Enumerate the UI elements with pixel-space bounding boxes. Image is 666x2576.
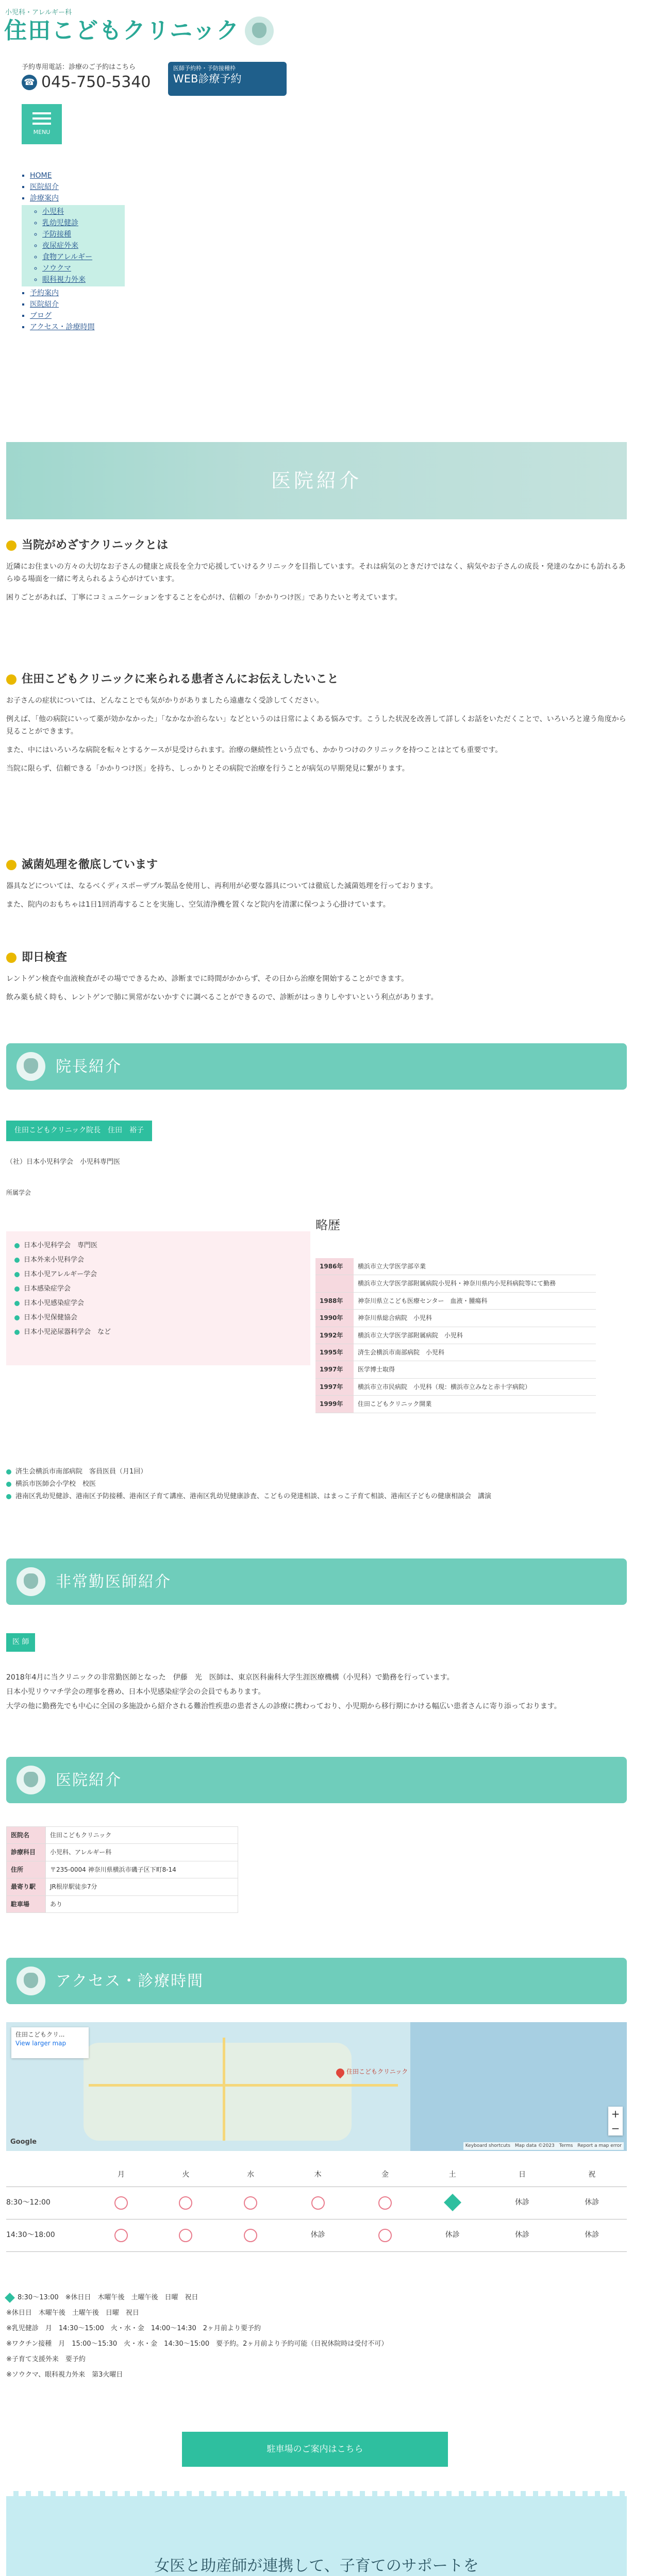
nav-sub-item[interactable]: ◦ 眼科視力外来	[42, 274, 125, 285]
open-circle-icon	[114, 2196, 128, 2210]
open-circle-icon	[378, 2196, 392, 2210]
nav-sub-item[interactable]: ◦ 予防接種	[42, 229, 125, 240]
closed-cell: 休診	[487, 2219, 557, 2251]
message-paragraph: お子さんの症状については、どんなことでも気がかりがありましたら遠慮なく受診してください。	[6, 697, 324, 705]
day-header: 水	[218, 2164, 283, 2187]
diamond-icon	[5, 2293, 15, 2303]
assoc-item: 日本感染症学会	[14, 1282, 302, 1296]
bullet-icon	[6, 1469, 11, 1475]
test-paragraph: レントゲン検査や血液検査がその場でできるため、診断までに時間がかからず、その日から治療を開始することができます。	[6, 975, 409, 984]
test-section	[6, 948, 627, 1004]
extra-item: 横浜市医師会小学校 校医	[6, 1478, 627, 1490]
schedule-row	[6, 2219, 627, 2251]
info-row: 医院名 住田こどもクリニック	[7, 1827, 238, 1844]
schedule-note: ※ワクチン接種 月 15:00〜15:30 火・水・金 14:30〜15:00 要予約。2ヶ月前より予約可能（日祝休院時は受付不可）	[6, 2340, 388, 2348]
message-section	[6, 670, 627, 775]
director-title-line: （社）日本小児科学会 小児科専門医	[6, 1158, 121, 1166]
heading-dot-icon	[6, 953, 16, 963]
open-circle-icon	[179, 2229, 192, 2242]
schedule-row	[6, 2187, 627, 2219]
director-name-tag: 住田こどもクリニック院長 住田 裕子	[6, 1121, 152, 1141]
bullet-icon	[14, 1272, 20, 1277]
history-row: 1988年 神奈川県立こども医療センター 血液・腫瘍科	[315, 1292, 596, 1309]
test-paragraph: 飲み薬も続く時も、レントゲンで肺に異常がないかすぐに調べることができるので、診断がはっきりしやすいという利点があります。	[6, 993, 438, 1002]
band-title: 医院紹介	[56, 1771, 122, 1789]
section-heading: 当院がめざすクリニックとは	[22, 539, 169, 552]
history-row: 1992年 横浜市立大学医学部附属病院 小児科	[315, 1327, 596, 1344]
nav-item-services[interactable]: ▪ 診療案内	[30, 193, 125, 204]
phone-number[interactable]	[22, 73, 166, 92]
open-circle-icon	[114, 2229, 128, 2242]
disinfection-paragraph: また、院内のおもちゃは1日1回消毒することを実施し、空気清浄機を置くなど院内を清潔に保つよう心掛けています。	[6, 901, 390, 909]
disinfection-section	[6, 855, 627, 911]
header-phone[interactable]	[22, 62, 166, 92]
nav-sub-item[interactable]: ◦ 小児科	[42, 206, 125, 217]
google-map[interactable]	[6, 2022, 627, 2151]
map-credit: Keyboard shortcuts Map data ©2023 Terms Report a map error	[463, 2142, 624, 2150]
disinfection-paragraph: 器具などについては、なるべくディスポーザブル製品を使用し、再利用が必要な器具については徹底した滅菌処理を行っております。	[6, 882, 438, 891]
schedule-notes	[6, 2290, 627, 2383]
section-heading: 即日検査	[22, 951, 68, 964]
map-pin-label: 住田こどもクリニック	[346, 2068, 408, 2075]
closed-cell: 休診	[557, 2219, 627, 2251]
phone-caption: 予約専用電話：診療のご予約はこちら	[22, 63, 136, 71]
history-title: 略歴	[315, 1218, 340, 1232]
bear-logo-icon	[245, 16, 274, 45]
history-row: 横浜市立大学医学部附属病院小児科・神奈川県内小児科病院等にて勤務	[315, 1275, 596, 1292]
bullet-icon	[6, 1494, 11, 1499]
clinic-info-table	[6, 1826, 238, 1913]
nav-sub-item[interactable]: ◦ 夜尿症外来	[42, 240, 125, 251]
assoc-caption: 所属学会	[6, 1189, 31, 1196]
schedule-note: ※乳児健診 月 14:30〜15:00 火・水・金 14:00〜14:30 2ヶ月前より要予約	[6, 2325, 261, 2332]
day-header: 土	[418, 2164, 487, 2187]
assoc-list	[6, 1231, 310, 1365]
message-paragraph: また、中にはいろいろな病院を転々とするケースが見受けられます。治療の継続性という点でも、かかりつけのクリニックを持つことはとても重要です。	[6, 745, 503, 754]
closed-cell: 休診	[418, 2219, 487, 2251]
site-logo[interactable]	[4, 16, 274, 45]
nav-sub-item[interactable]: ◦ ソウクマ	[42, 263, 125, 274]
closed-cell: 休診	[283, 2219, 353, 2251]
bullet-icon	[14, 1330, 20, 1335]
open-circle-icon	[179, 2196, 192, 2210]
bear-icon	[16, 1052, 45, 1081]
bullet-icon	[14, 1301, 20, 1306]
history-table	[315, 1258, 596, 1413]
assoc-item: 日本小児泌尿器科学会 など	[14, 1325, 302, 1340]
bullet-icon	[14, 1258, 20, 1263]
schedule-note: ※子育て支援外来 要予約	[6, 2355, 86, 2363]
closed-cell: 休診	[557, 2187, 627, 2219]
policy-paragraph: 近隣にお住まいの方々の大切なお子さんの健康と成長を全力で応援していけるクリニックを目指しています。それは病気のときだけではなく、病気やお子さんの成長・発達のなかにも訪れるあらゆる場面を一緒に考えられるよう心がけています。	[6, 563, 626, 584]
phone-icon: ☎	[22, 75, 37, 90]
day-header: 祝	[557, 2164, 627, 2187]
info-row: 最寄り駅 JR根岸駅徒歩7分	[7, 1878, 238, 1895]
schedule-header	[6, 2164, 627, 2187]
open-circle-icon	[378, 2229, 392, 2242]
doctor-tag: 医 師	[6, 1633, 35, 1652]
map-road	[89, 2084, 398, 2087]
assoc-item: 日本外来小児科学会	[14, 1253, 302, 1267]
clinic-band	[6, 1757, 627, 1803]
assoc-item: 日本小児感染症学会	[14, 1296, 302, 1311]
parttime-text	[6, 1672, 627, 1713]
banner-title: 女医と助産師が連携して、子育てのサポートを	[154, 2557, 479, 2575]
bullet-icon	[14, 1286, 20, 1292]
day-header: 金	[353, 2164, 418, 2187]
logo-tagline: 小児科・アレルギー科	[5, 9, 72, 16]
parttime-paragraph: 大学の他に勤務先でも中心に全国の多施設から紹介される難治性疾患の患者さんの診療に携わっており、小児期から移行期にかける幅広い患者さんに寄り添っております。	[6, 1702, 561, 1710]
info-row: 駐車場 あり	[7, 1895, 238, 1912]
bear-icon	[16, 1967, 45, 1995]
info-row: 住所 〒235-0004 神奈川県横浜市磯子区下町8-14	[7, 1861, 238, 1878]
nav-drawer	[22, 170, 125, 333]
director-band	[6, 1043, 627, 1090]
time-slot: 8:30〜12:00	[6, 2187, 89, 2219]
history-row: 1997年 横浜市立市民病院 小児科（現：横浜市立みなと赤十字病院）	[315, 1378, 596, 1395]
map-water	[410, 2022, 627, 2151]
nav-item-reservation[interactable]: ▪ 予約案内	[30, 287, 125, 299]
day-header: 日	[487, 2164, 557, 2187]
parking-button[interactable]: 駐車場のご案内はこちら	[182, 2432, 448, 2467]
nav-item-blog[interactable]: ▪ ブログ	[30, 310, 125, 321]
map-info-card	[11, 2027, 89, 2058]
web-reservation-label: WEB診療予約	[173, 73, 242, 86]
extra-item: 港南区乳幼児健診、港南区予防接種、港南区子育て講座、港南区乳幼児健康診査、こどもの発達相談、はまっこ子育て相談、港南区子どもの健康相談会 講演	[6, 1490, 627, 1503]
heading-dot-icon	[6, 540, 16, 551]
history-row: 1995年 済生会横浜市南部病院 小児科	[315, 1344, 596, 1361]
nav-sub-item[interactable]: ◦ 乳幼児健診	[42, 217, 125, 229]
google-logo: Google	[10, 2138, 37, 2146]
map-land	[84, 2043, 352, 2141]
nav-item-home[interactable]: ▪ HOME	[30, 170, 125, 181]
assoc-item: 日本小児アレルギー学会	[14, 1267, 302, 1282]
map-road	[223, 2038, 225, 2141]
diamond-icon	[444, 2194, 461, 2211]
schedule-note: ※ソウクマ、眼科視力外来 第3火曜日	[6, 2371, 123, 2379]
bullet-icon	[14, 1243, 20, 1248]
day-header: 木	[283, 2164, 353, 2187]
nav-item-about[interactable]: ▪ 医院紹介	[30, 181, 125, 193]
open-circle-icon	[311, 2196, 325, 2210]
menu-label: MENU	[33, 129, 51, 135]
time-slot: 14:30〜18:00	[6, 2219, 89, 2251]
menu-button[interactable]	[22, 104, 62, 144]
policy-paragraph: 困りごとがあれば、丁寧にコミュニケーションをすることを心がけ、信頼の「かかりつけ医」でありたいと考えています。	[6, 593, 402, 602]
info-row: 診療科目 小児科、アレルギー科	[7, 1844, 238, 1861]
closed-cell: 休診	[487, 2187, 557, 2219]
page-title: 医院紹介	[271, 469, 362, 492]
map-card-title: 住田こどもクリ...	[15, 2031, 65, 2038]
bullet-icon	[6, 1482, 11, 1487]
phone-number-text: 045-750-5340	[41, 73, 151, 92]
map-zoom-control[interactable]: + −	[608, 2107, 623, 2136]
history-row: 1997年 医学博士取得	[315, 1361, 596, 1378]
extra-item: 済生会横浜市南部病院 客員医員（月1回）	[6, 1466, 627, 1478]
day-header: 火	[154, 2164, 219, 2187]
message-paragraph: 当院に限らず、信頼できる「かかりつけ医」を持ち、しっかりとその病院で治療を行うことが病気の早期発見に繋がります。	[6, 764, 409, 773]
web-reservation-caption: 医師予約枠・予防接種枠	[173, 65, 236, 72]
logo-text: 住田こどもクリニック	[4, 18, 240, 44]
section-heading: 滅菌処理を徹底しています	[22, 858, 158, 871]
band-title: 非常勤医師紹介	[56, 1572, 171, 1591]
band-title: アクセス・診療時間	[56, 1972, 204, 1990]
hamburger-icon	[32, 112, 51, 125]
day-header: 月	[89, 2164, 154, 2187]
history-row: 1999年 住田こどもクリニック開業	[315, 1396, 596, 1413]
open-circle-icon	[244, 2229, 257, 2242]
band-title: 院長紹介	[56, 1057, 122, 1076]
site-header	[0, 0, 666, 443]
nav-submenu	[22, 205, 125, 286]
director-extras	[6, 1466, 627, 1503]
schedule-note: ※休日日 木曜午後 土曜午後 日曜 祝日	[6, 2309, 139, 2317]
history-row: 1990年 神奈川県総合病院 小児科	[315, 1310, 596, 1327]
open-circle-icon	[244, 2196, 257, 2210]
history-row: 1986年 横浜市立大学医学部卒業	[315, 1258, 596, 1275]
nav-item-access[interactable]: ▪ アクセス・診療時間	[30, 321, 125, 333]
bear-icon	[16, 1567, 45, 1596]
nav-item-about2[interactable]: ▪ 医院紹介	[30, 299, 125, 310]
section-heading: 住田こどもクリニックに来られる患者さんにお伝えしたいこと	[22, 673, 339, 686]
message-paragraph: 例えば、「他の病院にいって薬が効かなかった」「なかなか治らない」などというのは日常によくある悩みです。こうした状況を改善して詳しくお話をいただくことで、いろいろと違う角度から見ることができます。	[6, 715, 626, 736]
bullet-icon	[14, 1315, 20, 1320]
heading-dot-icon	[6, 860, 16, 870]
map-larger-link[interactable]: View larger map	[15, 2039, 66, 2047]
parttime-paragraph: 2018年4月に当クリニックの非常勤医師となった 伊藤 光 医師は、東京医科歯科大学生涯医療機構（小児科）で勤務を行っています。	[6, 1673, 454, 1682]
heading-dot-icon	[6, 674, 16, 685]
assoc-item: 日本小児保健協会	[14, 1311, 302, 1325]
access-band	[6, 1958, 627, 2004]
page-hero	[6, 442, 627, 519]
nav-sub-item[interactable]: ◦ 食物アレルギー	[42, 251, 125, 263]
policy-section	[6, 536, 627, 604]
cta-banner	[6, 2491, 627, 2576]
web-reservation-button[interactable]	[168, 62, 287, 96]
bear-icon	[16, 1766, 45, 1794]
schedule-table	[6, 2164, 627, 2252]
parttime-paragraph: 日本小児リウマチ学会の理事を務め、日本小児感染症学会の会員でもあります。	[6, 1687, 265, 1696]
assoc-item: 日本小児科学会 専門医	[14, 1239, 302, 1253]
schedule-legend: 8:30〜13:00 ※休日日 木曜午後 土曜午後 日曜 祝日	[6, 2290, 627, 2306]
parttime-band	[6, 1558, 627, 1605]
